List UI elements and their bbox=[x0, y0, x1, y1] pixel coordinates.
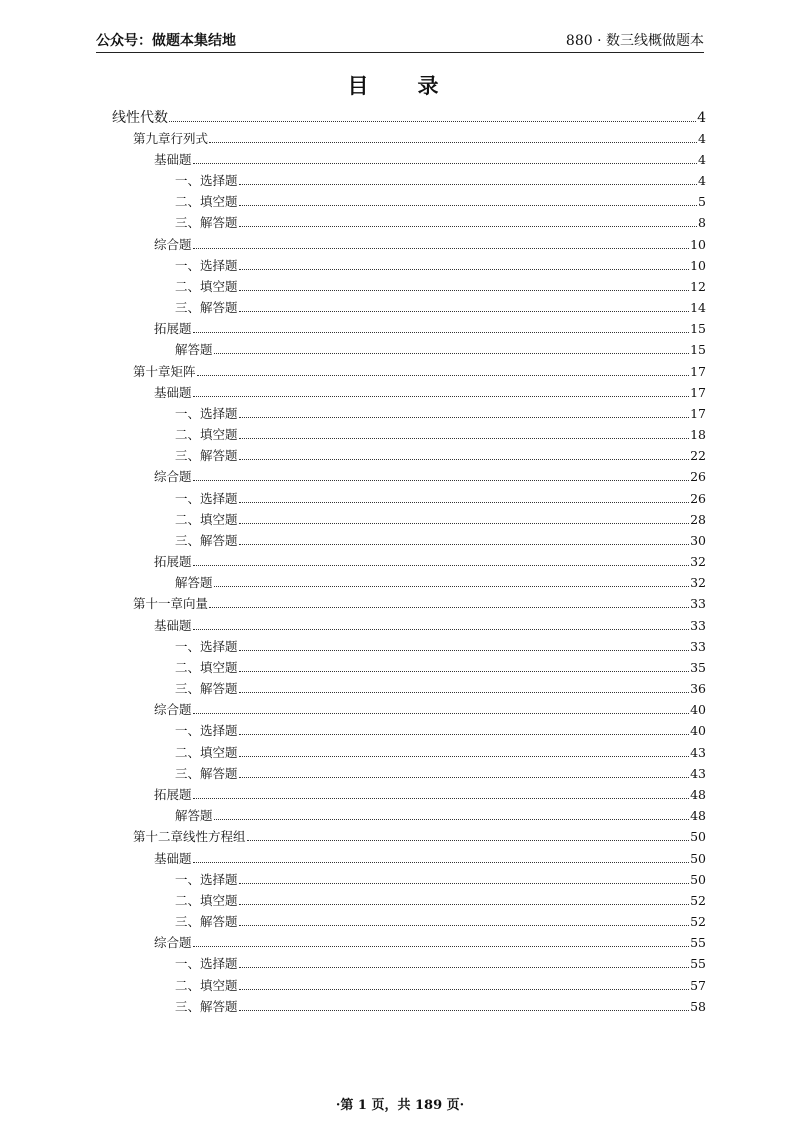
toc-entry[interactable] bbox=[112, 295, 706, 316]
toc-entry[interactable] bbox=[112, 612, 706, 633]
toc-dot-leader bbox=[214, 819, 690, 820]
toc-entry-label: 综合题 bbox=[154, 236, 192, 252]
toc-entry-page-number: 55 bbox=[690, 935, 706, 951]
toc-entry-label: 三、解答题 bbox=[175, 300, 238, 316]
toc-entry-label: 三、解答题 bbox=[175, 681, 238, 697]
header-left-text: 公众号：做题本集结地 bbox=[96, 33, 236, 49]
toc-entry-page-number: 10 bbox=[690, 257, 706, 273]
toc-entry-label: 一、选择题 bbox=[175, 173, 238, 189]
toc-entry[interactable] bbox=[112, 443, 706, 464]
toc-entry-page-number: 50 bbox=[690, 871, 706, 887]
toc-dot-leader bbox=[239, 989, 690, 990]
toc-dot-leader bbox=[239, 290, 690, 291]
toc-entry-label: 二、填空题 bbox=[175, 892, 238, 908]
toc-dot-leader bbox=[239, 459, 690, 460]
toc-entry-label: 二、填空题 bbox=[175, 659, 238, 675]
toc-dot-leader bbox=[239, 417, 690, 418]
toc-entry-label: 三、解答题 bbox=[175, 765, 238, 781]
toc-dot-leader bbox=[239, 925, 690, 926]
toc-entry[interactable] bbox=[112, 972, 706, 993]
toc-entry-label: 第九章行列式 bbox=[133, 130, 209, 146]
toc-entry[interactable] bbox=[112, 253, 706, 274]
toc-entry[interactable] bbox=[112, 930, 706, 951]
toc-dot-leader bbox=[239, 311, 690, 312]
toc-entry-page-number: 15 bbox=[690, 321, 706, 337]
toc-dot-leader bbox=[193, 163, 698, 164]
toc-entry[interactable] bbox=[112, 168, 706, 189]
toc-entry-page-number: 17 bbox=[690, 384, 706, 400]
toc-dot-leader bbox=[239, 671, 690, 672]
toc-entry[interactable] bbox=[112, 845, 706, 866]
toc-entry[interactable] bbox=[112, 655, 706, 676]
toc-dot-leader bbox=[239, 205, 698, 206]
toc-entry-label: 拓展题 bbox=[154, 554, 192, 570]
toc-entry-page-number: 32 bbox=[690, 554, 706, 570]
toc-dot-leader bbox=[193, 862, 690, 863]
toc-entry-page-number: 33 bbox=[690, 638, 706, 654]
toc-entry[interactable] bbox=[112, 867, 706, 888]
toc-dot-leader bbox=[193, 480, 690, 481]
toc-entry-label: 第十一章向量 bbox=[133, 596, 209, 612]
toc-entry[interactable] bbox=[112, 189, 706, 210]
toc-entry-page-number: 43 bbox=[690, 765, 706, 781]
toc-entry-page-number: 58 bbox=[690, 998, 706, 1014]
toc-dot-leader bbox=[239, 904, 690, 905]
toc-entry[interactable] bbox=[112, 380, 706, 401]
toc-entry[interactable] bbox=[112, 401, 706, 422]
toc-entry[interactable] bbox=[112, 697, 706, 718]
toc-entry-page-number: 26 bbox=[690, 469, 706, 485]
toc-dot-leader bbox=[193, 396, 690, 397]
toc-entry[interactable] bbox=[112, 422, 706, 443]
toc-dot-leader bbox=[169, 121, 696, 122]
toc-dot-leader bbox=[239, 734, 690, 735]
toc-dot-leader bbox=[214, 586, 690, 587]
toc-entry-label: 二、填空题 bbox=[175, 194, 238, 210]
toc-entry-label: 第十章矩阵 bbox=[133, 363, 196, 379]
toc-entry[interactable] bbox=[112, 358, 706, 379]
toc-entry-page-number: 18 bbox=[690, 427, 706, 443]
toc-entry-label: 拓展题 bbox=[154, 787, 192, 802]
toc-dot-leader bbox=[193, 629, 690, 630]
toc-entry-page-number: 52 bbox=[690, 914, 706, 930]
toc-entry-page-number: 48 bbox=[690, 808, 706, 824]
toc-dot-leader bbox=[193, 248, 690, 249]
toc-entry[interactable] bbox=[112, 210, 706, 231]
toc-entry-label: 线性代数 bbox=[112, 109, 168, 126]
toc-dot-leader bbox=[239, 692, 690, 693]
toc-entry-label: 一、选择题 bbox=[175, 257, 238, 273]
toc-dot-leader bbox=[239, 184, 698, 185]
toc-entry-label: 综合题 bbox=[154, 469, 192, 485]
toc-entry[interactable] bbox=[112, 147, 706, 168]
toc-entry[interactable] bbox=[112, 994, 706, 1015]
toc-dot-leader bbox=[239, 756, 690, 757]
toc-entry[interactable] bbox=[112, 803, 706, 824]
toc-entry-label: 解答题 bbox=[175, 575, 213, 591]
toc-entry-page-number: 4 bbox=[697, 109, 706, 126]
toc-entry-page-number: 50 bbox=[690, 829, 706, 845]
toc-dot-leader bbox=[193, 798, 690, 799]
toc-dot-leader bbox=[239, 883, 690, 884]
page-footer: ·第 1 页，共 189 页· bbox=[335, 1098, 465, 1113]
toc-entry-label: 解答题 bbox=[175, 342, 213, 358]
toc-entry-page-number: 4 bbox=[698, 173, 706, 189]
toc-dot-leader bbox=[209, 142, 697, 143]
toc-entry[interactable] bbox=[112, 549, 706, 570]
toc-entry[interactable] bbox=[112, 274, 706, 295]
toc-entry-label: 三、解答题 bbox=[175, 215, 238, 231]
toc-entry[interactable] bbox=[112, 718, 706, 739]
toc-dot-leader bbox=[193, 946, 690, 947]
toc-dot-leader bbox=[239, 777, 690, 778]
toc-entry-label: 一、选择题 bbox=[175, 405, 238, 421]
toc-entry-page-number: 33 bbox=[690, 617, 706, 633]
toc-entry-page-number: 52 bbox=[690, 892, 706, 908]
toc-entry-label: 基础题 bbox=[154, 384, 192, 400]
toc-entry-label: 一、选择题 bbox=[175, 871, 238, 887]
toc-entry-label: 第十二章线性方程组 bbox=[133, 829, 246, 845]
toc-entry-page-number: 40 bbox=[690, 723, 706, 739]
toc-entry[interactable] bbox=[112, 909, 706, 930]
toc-entry-label: 一、选择题 bbox=[175, 723, 238, 739]
toc-dot-leader bbox=[239, 502, 690, 503]
toc-entry[interactable] bbox=[112, 464, 706, 485]
toc-entry-label: 基础题 bbox=[154, 617, 192, 633]
table-of-contents bbox=[112, 104, 706, 1015]
toc-entry[interactable] bbox=[112, 485, 706, 506]
toc-dot-leader bbox=[214, 353, 690, 354]
toc-entry-page-number: 57 bbox=[690, 977, 706, 993]
toc-entry-page-number: 43 bbox=[690, 744, 706, 760]
toc-entry-label: 二、填空题 bbox=[175, 427, 238, 443]
toc-entry-page-number: 17 bbox=[690, 405, 706, 421]
page-title: 目 录 bbox=[347, 73, 453, 98]
toc-entry[interactable] bbox=[112, 591, 706, 612]
toc-entry-label: 综合题 bbox=[154, 702, 192, 718]
toc-entry-label: 基础题 bbox=[154, 850, 192, 866]
toc-entry[interactable] bbox=[112, 104, 706, 126]
toc-entry-label: 拓展题 bbox=[154, 321, 192, 337]
toc-entry[interactable] bbox=[112, 570, 706, 591]
toc-entry[interactable] bbox=[112, 528, 706, 549]
toc-entry[interactable] bbox=[112, 676, 706, 697]
header-right-text: 880 · 数三线概做题本 bbox=[565, 33, 704, 49]
toc-entry-label: 二、填空题 bbox=[175, 744, 238, 760]
toc-entry-page-number: 50 bbox=[690, 850, 706, 866]
toc-entry[interactable] bbox=[112, 739, 706, 760]
toc-entry-page-number: 17 bbox=[690, 363, 706, 379]
toc-entry[interactable] bbox=[112, 231, 706, 252]
toc-entry-label: 三、解答题 bbox=[175, 448, 238, 464]
toc-entry[interactable] bbox=[112, 634, 706, 655]
toc-dot-leader bbox=[193, 332, 690, 333]
toc-entry-page-number: 48 bbox=[690, 787, 706, 802]
toc-entry-label: 一、选择题 bbox=[175, 956, 238, 972]
toc-dot-leader bbox=[239, 226, 698, 227]
toc-entry[interactable] bbox=[112, 337, 706, 358]
toc-entry-label: 解答题 bbox=[175, 808, 213, 824]
toc-entry-label: 二、填空题 bbox=[175, 977, 238, 993]
toc-entry-page-number: 4 bbox=[698, 130, 706, 146]
toc-dot-leader bbox=[193, 565, 690, 566]
toc-entry-label: 一、选择题 bbox=[175, 638, 238, 654]
toc-entry-page-number: 4 bbox=[698, 151, 706, 167]
toc-dot-leader bbox=[239, 1010, 690, 1011]
toc-entry-page-number: 5 bbox=[698, 194, 706, 210]
toc-entry-page-number: 26 bbox=[690, 490, 706, 506]
toc-entry-page-number: 15 bbox=[690, 342, 706, 358]
toc-entry-label: 三、解答题 bbox=[175, 914, 238, 930]
page-header bbox=[96, 30, 704, 53]
toc-dot-leader bbox=[193, 713, 690, 714]
toc-dot-leader bbox=[239, 438, 690, 439]
toc-entry-page-number: 40 bbox=[690, 702, 706, 718]
toc-entry-label: 二、填空题 bbox=[175, 278, 238, 294]
toc-entry[interactable] bbox=[112, 824, 706, 845]
toc-entry-page-number: 22 bbox=[690, 448, 706, 464]
toc-entry[interactable] bbox=[112, 761, 706, 782]
toc-entry-page-number: 36 bbox=[690, 681, 706, 697]
toc-entry-label: 综合题 bbox=[154, 935, 192, 951]
toc-dot-leader bbox=[247, 840, 690, 841]
toc-entry-label: 二、填空题 bbox=[175, 511, 238, 527]
toc-dot-leader bbox=[239, 650, 690, 651]
toc-entry-label: 基础题 bbox=[154, 151, 192, 167]
toc-entry-page-number: 14 bbox=[690, 300, 706, 316]
toc-entry[interactable] bbox=[112, 951, 706, 972]
toc-entry[interactable] bbox=[112, 126, 706, 147]
toc-entry[interactable] bbox=[112, 507, 706, 528]
toc-dot-leader bbox=[209, 607, 689, 608]
toc-entry-page-number: 55 bbox=[690, 956, 706, 972]
toc-entry-page-number: 32 bbox=[690, 575, 706, 591]
toc-entry-page-number: 30 bbox=[690, 532, 706, 548]
toc-entry[interactable] bbox=[112, 782, 706, 803]
toc-entry-page-number: 28 bbox=[690, 511, 706, 527]
toc-dot-leader bbox=[239, 269, 690, 270]
toc-entry-label: 一、选择题 bbox=[175, 490, 238, 506]
toc-entry[interactable] bbox=[112, 316, 706, 337]
toc-dot-leader bbox=[239, 544, 690, 545]
toc-entry-page-number: 12 bbox=[690, 278, 706, 294]
toc-dot-leader bbox=[239, 523, 690, 524]
toc-entry-page-number: 35 bbox=[690, 659, 706, 675]
toc-entry-label: 三、解答题 bbox=[175, 998, 238, 1014]
toc-dot-leader bbox=[239, 967, 690, 968]
toc-dot-leader bbox=[197, 375, 690, 376]
toc-entry-page-number: 8 bbox=[698, 215, 706, 231]
toc-entry-page-number: 10 bbox=[690, 236, 706, 252]
toc-entry-label: 三、解答题 bbox=[175, 532, 238, 548]
toc-entry[interactable] bbox=[112, 888, 706, 909]
toc-entry-page-number: 33 bbox=[690, 596, 706, 612]
